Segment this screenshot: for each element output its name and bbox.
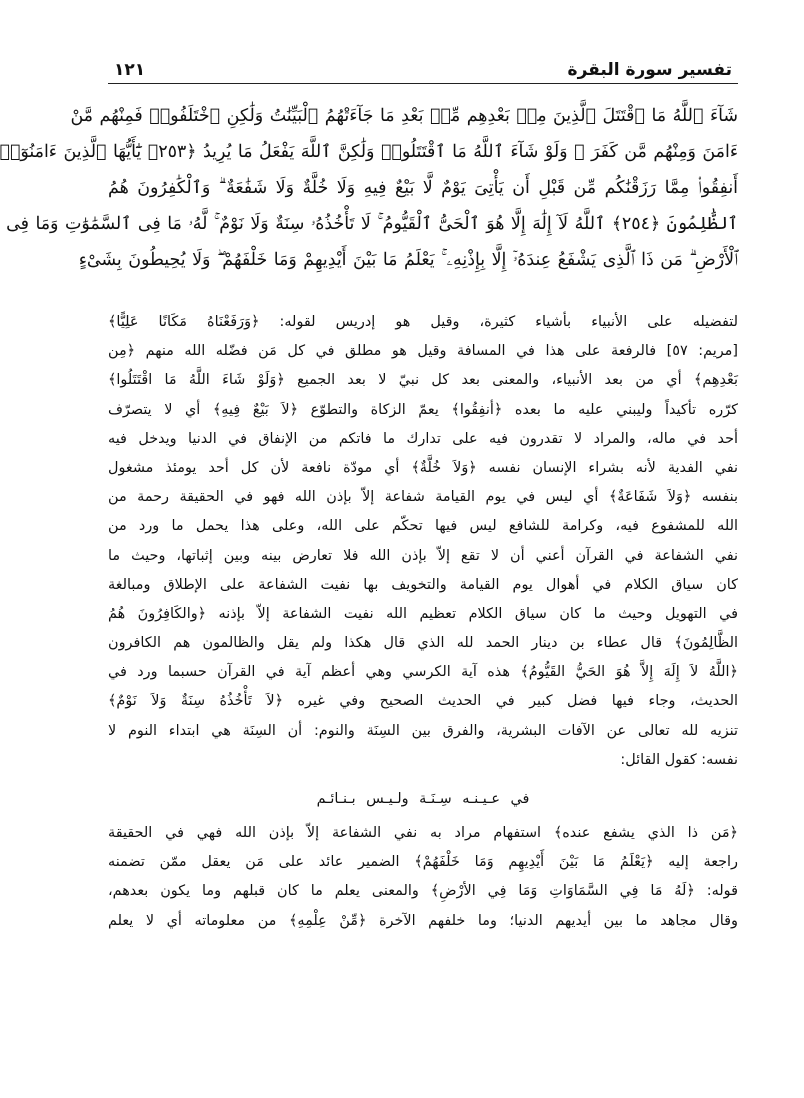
commentary-line: ﴿مَن ذا الذي يشفع عنده﴾ استفهام مراد به نفي الشفاعة إلاّ بإذن الله فهي في الحقيقة xyxy=(108,825,738,841)
commentary-line: كان سياق الكلام في أهوال يوم القيامة والتخويف بها نفيت الشفاعة على الإطلاق ومبالغة xyxy=(108,576,738,593)
running-header xyxy=(108,52,738,84)
verse-line: ٱلظَّٰلِمُونَ ﴿٢٥٤﴾ ٱللَّهُ لَآ إِلَٰهَ إِلَّا هُوَ ٱلْحَىُّ ٱلْقَيُّومُ ۚ لَا تَأْخُذُهُۥ سِنَةٌ وَلَا نَوْمٌ ۚ لَّهُۥ مَا فِى ٱلسَّمَٰوَٰتِ وَمَا فِى xyxy=(6,214,738,234)
verse-line: أَنفِقُوا۟ مِمَّا رَزَقْنَٰكُم مِّن قَبْلِ أَن يَأْتِىَ يَوْمٌ لَّا بَيْعٌ فِيهِ وَلَا خُلَّةٌ وَلَا شَفَٰعَةٌ ۗ وَٱلْكَٰفِرُونَ هُمُ xyxy=(108,178,738,198)
commentary-line: نفي الشفاعة في القرآن أعني أن لا تقع إلاّ بإذن الله فلا تعارض بينه وبين إثباتها، وحيث ما xyxy=(108,547,738,564)
commentary-line: في التهويل وحيث ما كان سياق الكلام تعظيم الله نفيت الشفاعة إلاّ بإذنه ﴿والكَافِرُونَ هُمُ xyxy=(108,605,738,622)
commentary-line: بَعْدِهِم﴾ أي من بعد الأنبياء، والمعنى بعد كل نبيّ لا بعد الجميع ﴿وَلَوْ شَاءَ اللَّهُ مَا اقْتَتَلُوا﴾ xyxy=(108,372,738,389)
commentary-line: لتفضيله على الأنبياء بأشياء كثيرة، وقيل هو إدريس لقوله: ﴿وَرَفَعْنَاهُ مَكَانًا عَلِيًّا﴾ xyxy=(108,314,738,330)
commentary-line: نفي الفدية لأنه بشراء الإنسان نفسه ﴿وَلاَ خُلَّةٌ﴾ أي مودّة نافعة لأن كل أحد يومئذ مشغول xyxy=(108,459,738,476)
commentary-line: راجعة إليه ﴿يَعْلَمُ مَا بَيْنَ أَيْدِيهِم وَمَا خَلْفَهُمْ﴾ الضمير عائد على مَن يعقل ممّن تضمنه xyxy=(108,854,738,871)
poem-verse: في عـيـنـه سِـنَـة ولـيـس بـنـائـم xyxy=(316,791,530,807)
commentary-line: الله للمشفوع فيه، وكرامة للشافع ليس فيها تحكّم على الله، وعلى هذا يحمل ما ورد من xyxy=(108,518,738,535)
verse-line: ٱلْأَرْضِ ۗ مَن ذَا ٱلَّذِى يَشْفَعُ عِندَهُۥٓ إِلَّا بِإِذْنِهِۦ ۚ يَعْلَمُ مَا بَيْنَ أَيْدِيهِمْ وَمَا خَلْفَهُمْ ۖ وَلَا يُحِيطُونَ بِشَىْءٍ xyxy=(78,250,738,270)
quran-verses xyxy=(0,98,738,278)
commentary-line: الظَّالِمُونَ﴾ قال عطاء بن دينار الحمد لله الذي قال هكذا ولم يقل والظالمون هم الكافرون xyxy=(108,635,738,652)
commentary-line: قوله: ﴿لَهُ مَا فِي السَّمَاوَاتِ وَمَا فِي الأرْضِ﴾ والمعنى يعلم ما كان قبلهم وما يكون بعدهم، xyxy=(108,883,738,900)
book-page xyxy=(0,52,738,1092)
commentary-line: [مريم: ٥٧] فالرفعة على هذا في المسافة وقيل هو مطلق في كل مَن فضّله الله منهم ﴿مِن xyxy=(108,343,738,360)
running-title: تفسير سورة البقرة xyxy=(567,60,732,80)
commentary-line: كرّره تأكيداً وليبني عليه ما بعده ﴿أنفِقُوا﴾ يعمّ الزكاة والتطوّع ﴿لاَ بَيْعٌ فِيهِ﴾ أي لا يتصرّف xyxy=(108,401,738,418)
commentary-block-1 xyxy=(108,308,738,775)
commentary-line: تنزيه لله تعالى عن الآفات البشرية، والفرق بين السِنَة والنوم: أن السِنَة هي ابتداء النوم لا xyxy=(108,722,738,739)
page-number: ١٢١ xyxy=(114,60,146,80)
verse-line: شَآءَ ٱللَّهُ مَا ٱقْتَتَلَ ٱلَّذِينَ مِنۢ بَعْدِهِم مِّنۢ بَعْدِ مَا جَآءَتْهُمُ ٱلْبَيِّنَٰتُ وَلَٰكِنِ ٱخْتَلَفُوا۟ فَمِنْهُم مَّنْ xyxy=(70,106,738,126)
commentary-line: بنفسه ﴿وَلاَ شَفَاعَةٌ﴾ أي ليس في يوم القيامة شفاعة إلاّ بإذن الله فهو في الحقيقة رحمة من xyxy=(108,489,738,506)
commentary-line: الحديث، وجاء فيها فضل كبير في الحديث الصحيح وفي غيره ﴿لاَ تَأْخُذُهُ سِنَةٌ وَلاَ نَوْمٌ﴾ xyxy=(108,693,738,710)
commentary-line: نفسه: كقول القائل: xyxy=(620,751,738,768)
commentary-line: وقال مجاهد ما بين أيديهم الدنيا؛ وما خلفهم الآخرة ﴿مِّنْ عِلْمِهِ﴾ من معلوماته أي لا يعلم xyxy=(108,912,738,929)
commentary-block-2 xyxy=(108,819,738,936)
commentary-line: ﴿اللَّهُ لاَ إِلَهَ إِلاَّ هُوَ الحَيُّ القَيُّومُ﴾ هذه آية الكرسي وهي أعظم آية في القرآن حسبما ورد في xyxy=(108,664,738,681)
commentary-line: أحد في ماله، والمراد لا تقدرون فيه على تدارك ما فاتكم من الإنفاق في الدنيا ويدخل فيه xyxy=(108,430,738,447)
verse-line: ءَامَنَ وَمِنْهُم مَّن كَفَرَ ۚ وَلَوْ شَآءَ ٱللَّهُ مَا ٱقْتَتَلُوا۟ وَلَٰكِنَّ ٱللَّهَ يَفْعَلُ مَا يُرِيدُ ﴿٢٥٣﴾ يَٰٓأَيُّهَا ٱلَّذِينَ ءَامَنُوٓا۟ xyxy=(0,142,738,162)
